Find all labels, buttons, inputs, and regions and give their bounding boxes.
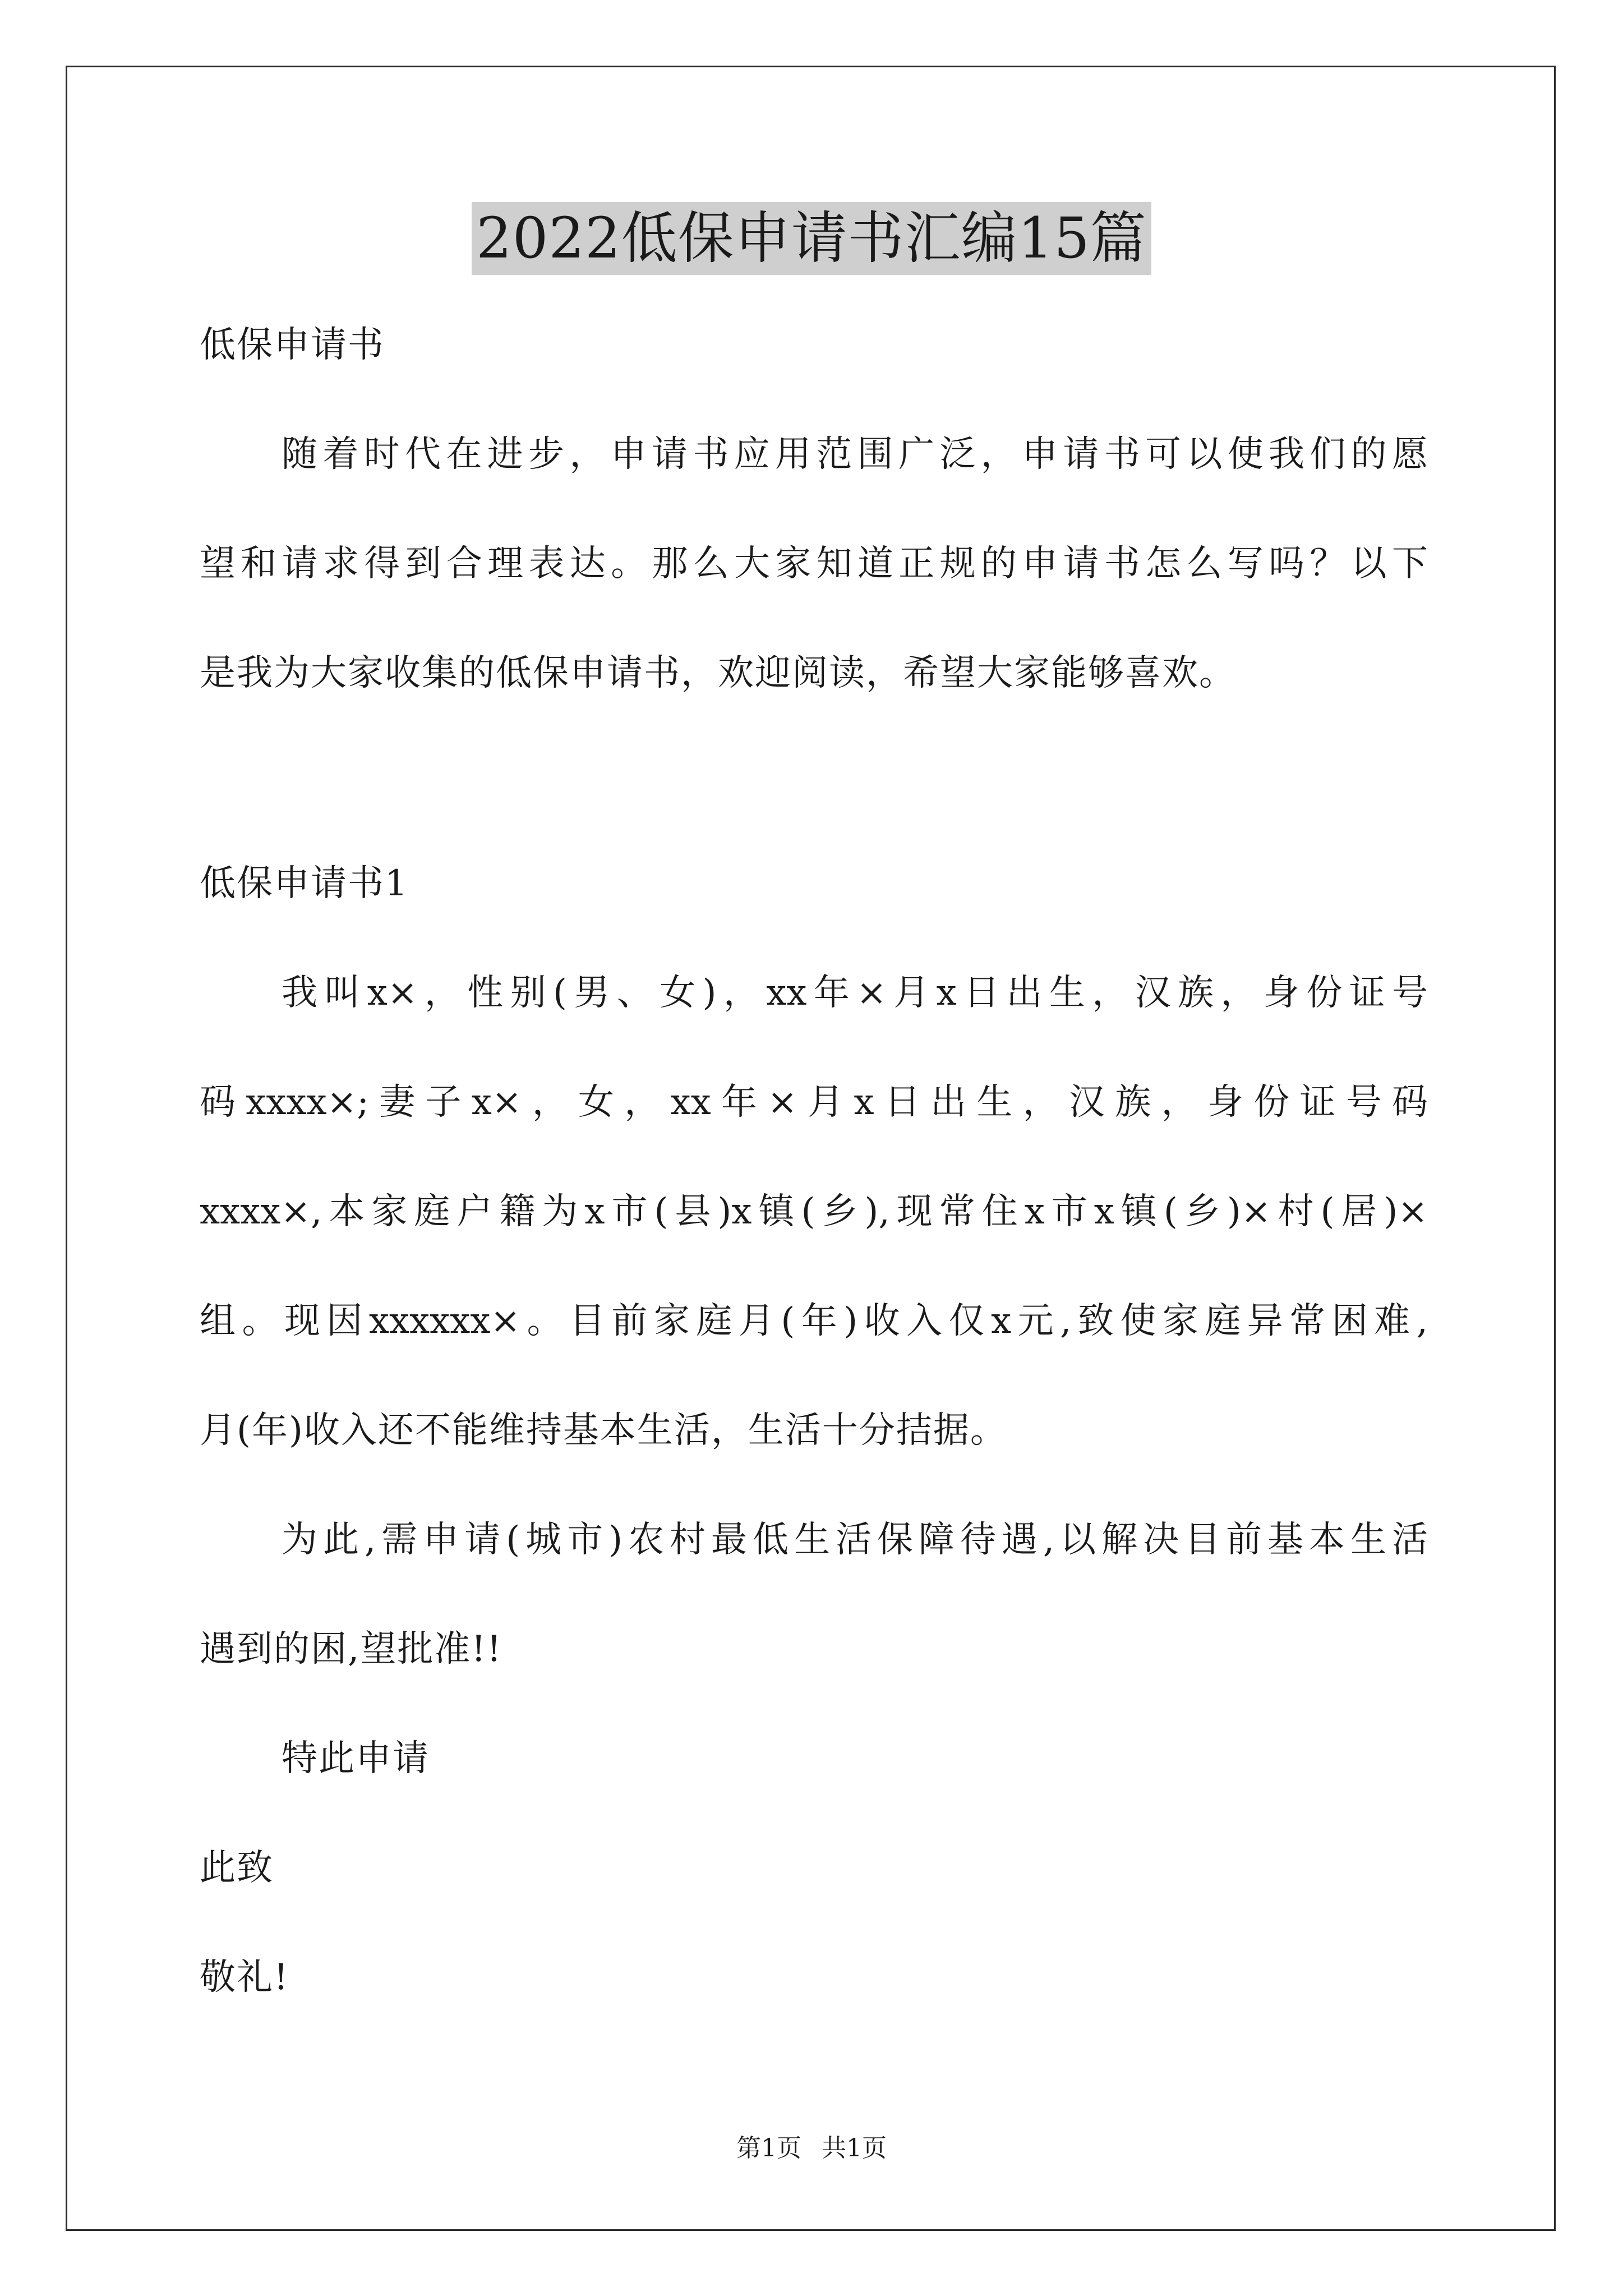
closing-request: 特此申请 bbox=[282, 1738, 430, 1779]
closing-salutation: 此致 bbox=[200, 1847, 274, 1889]
page-footer bbox=[0, 2132, 1623, 2165]
paragraph-line: 为此,需申请(城市)农村最低生活保障待遇,以解决目前基本生活 bbox=[282, 1519, 1428, 1561]
paragraph-line: 是我为大家收集的低保申请书，欢迎阅读，希望大家能够喜欢。 bbox=[200, 652, 1236, 694]
section-heading: 低保申请书 bbox=[200, 324, 385, 366]
paragraph-line: 组。现因xxxxxx×。目前家庭月(年)收入仅x元,致使家庭异常困难, bbox=[200, 1300, 1428, 1342]
page-total: 共1页 bbox=[822, 2134, 887, 2162]
title-container bbox=[0, 202, 1623, 275]
section-heading: 低保申请书1 bbox=[200, 863, 409, 904]
paragraph-line: 遇到的困,望批准!! bbox=[200, 1628, 502, 1670]
page-number: 第1页 bbox=[736, 2134, 801, 2162]
paragraph-line: 随着时代在进步，申请书应用范围广泛，申请书可以使我们的愿 bbox=[282, 434, 1428, 475]
document-title: 2022低保申请书汇编15篇 bbox=[472, 202, 1151, 275]
closing-regards: 敬礼! bbox=[200, 1957, 289, 1998]
paragraph-line: 码xxxx×;妻子x×，女，xx年×月x日出生，汉族，身份证号码 bbox=[200, 1082, 1428, 1123]
page-border bbox=[66, 66, 1556, 2231]
paragraph-line: 望和请求得到合理表达。那么大家知道正规的申请书怎么写吗？以下 bbox=[200, 543, 1428, 585]
paragraph-line: 我叫x×，性别(男、女)，xx年×月x日出生，汉族，身份证号 bbox=[282, 972, 1428, 1014]
paragraph-line: 月(年)收入还不能维持基本生活，生活十分拮据。 bbox=[200, 1410, 1007, 1451]
paragraph-line: xxxx×,本家庭户籍为x市(县)x镇(乡),现常住x市x镇(乡)×村(居)× bbox=[200, 1191, 1428, 1232]
